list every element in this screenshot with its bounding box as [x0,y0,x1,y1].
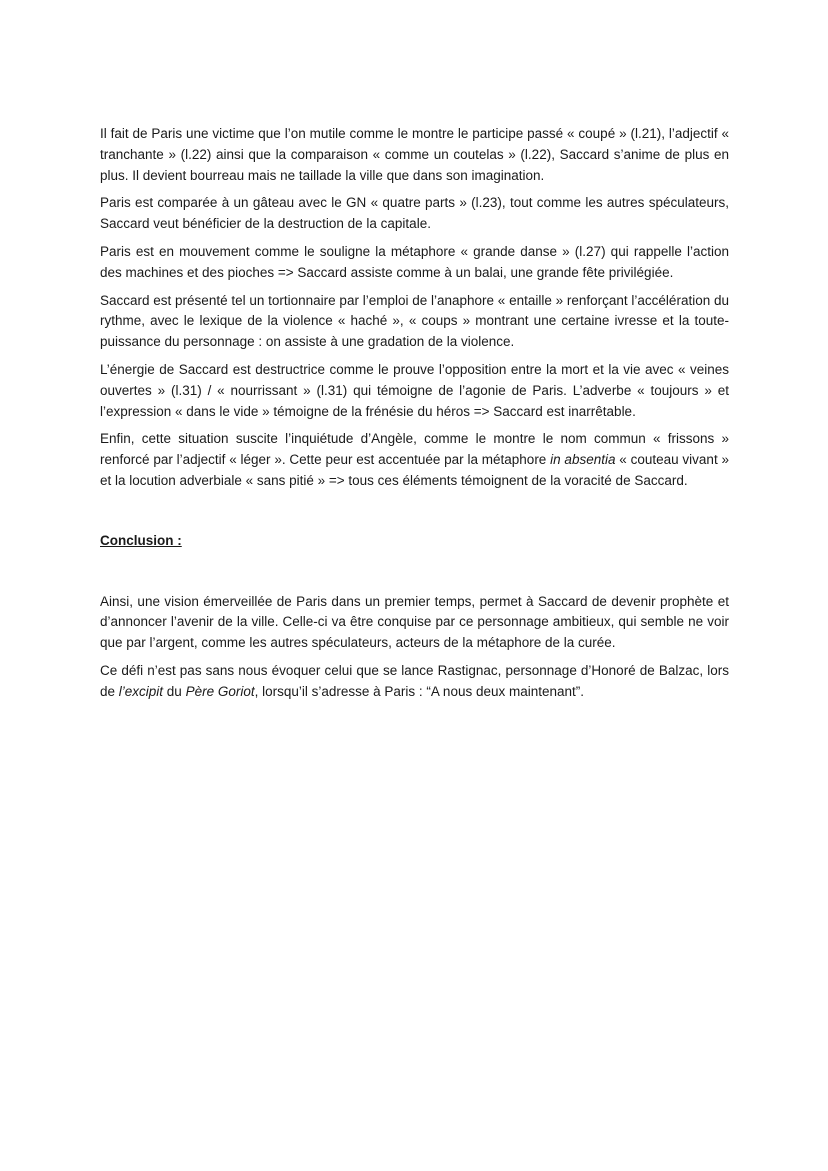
body-paragraph-6-italic: in absentia [550,452,616,468]
body-paragraph-3: Paris est en mouvement comme le souligne la métaphore « grande danse » (l.27) qui rappelle l’action des machines et des pioches => Saccard assiste comme à un balai, une grande fête privilégiée. [100,243,729,280]
document-page [100,124,729,710]
body-paragraph-6-text-b: « couteau vivant » et la locution adverbiale « sans pitié » => tous ces éléments témoignent de la voracité de Saccard. [100,452,729,488]
conclusion-paragraph-2 [100,661,729,703]
body-paragraph-2: Paris est comparée à un gâteau avec le GN « quatre parts » (l.23), tout comme les autres spéculateurs, Saccard veut bénéficier de la destruction de la capitale. [100,195,729,232]
conclusion-paragraph-2-text-c: , lorsqu’il s’adresse à Paris : “A nous deux maintenant”. [254,683,585,699]
body-paragraph-6 [100,429,729,491]
conclusion-paragraph-2-italic-a: l’excipit [118,683,164,699]
body-paragraph-4: Saccard est présenté tel un tortionnaire par l’emploi de l’anaphore « entaille » renforçant l’accélération du rythme, avec le lexique de la violence « haché », « coups » montrant une certaine ivresse et la toute-puissance du personnage : on assiste à une gradation de la violence. [100,292,729,350]
conclusion-paragraph-2-italic-b: Père Goriot [185,683,255,699]
body-paragraph-6-text-a: Enfin, cette situation suscite l’inquiétude d’Angèle, comme le montre le nom commun « frissons » renforcé par l’adjectif « léger ». Cette peur est accentuée par la métaphore [100,431,729,468]
conclusion-paragraph-2-text-a: Ce défi n’est pas sans nous évoquer celui que se lance Rastignac, personnage d’Honoré de Balzac, lors de [100,662,729,699]
conclusion-paragraph-2-text-b: du [163,683,186,699]
conclusion-heading: Conclusion : [100,532,182,548]
body-paragraph-5: L’énergie de Saccard est destructrice comme le prouve l’opposition entre la mort et la vie avec « veines ouvertes » (l.31) / « nourrissant » (l.31) qui témoigne de l’agonie de Paris. L’adverbe « toujours » et l’expression « dans le vide » témoigne de la frénésie du héros => Saccard est inarrêtable. [100,361,729,419]
conclusion-paragraph-1: Ainsi, une vision émerveillée de Paris dans un premier temps, permet à Saccard de devenir prophète et d’annoncer l’avenir de la ville. Celle-ci va être conquise par ce personnage ambitieux, qui semble ne voir que par l’argent, comme les autres spéculateurs, acteurs de la métaphore de la curée. [100,593,729,651]
body-paragraph-1: Il fait de Paris une victime que l’on mutile comme le montre le participe passé « coupé » (l.21), l’adjectif « tranchante » (l.22) ainsi que la comparaison « comme un coutelas » (l.22), Saccard s’anime de plus en plus. Il devient bourreau mais ne taillade la ville que dans son imagination. [100,126,729,183]
